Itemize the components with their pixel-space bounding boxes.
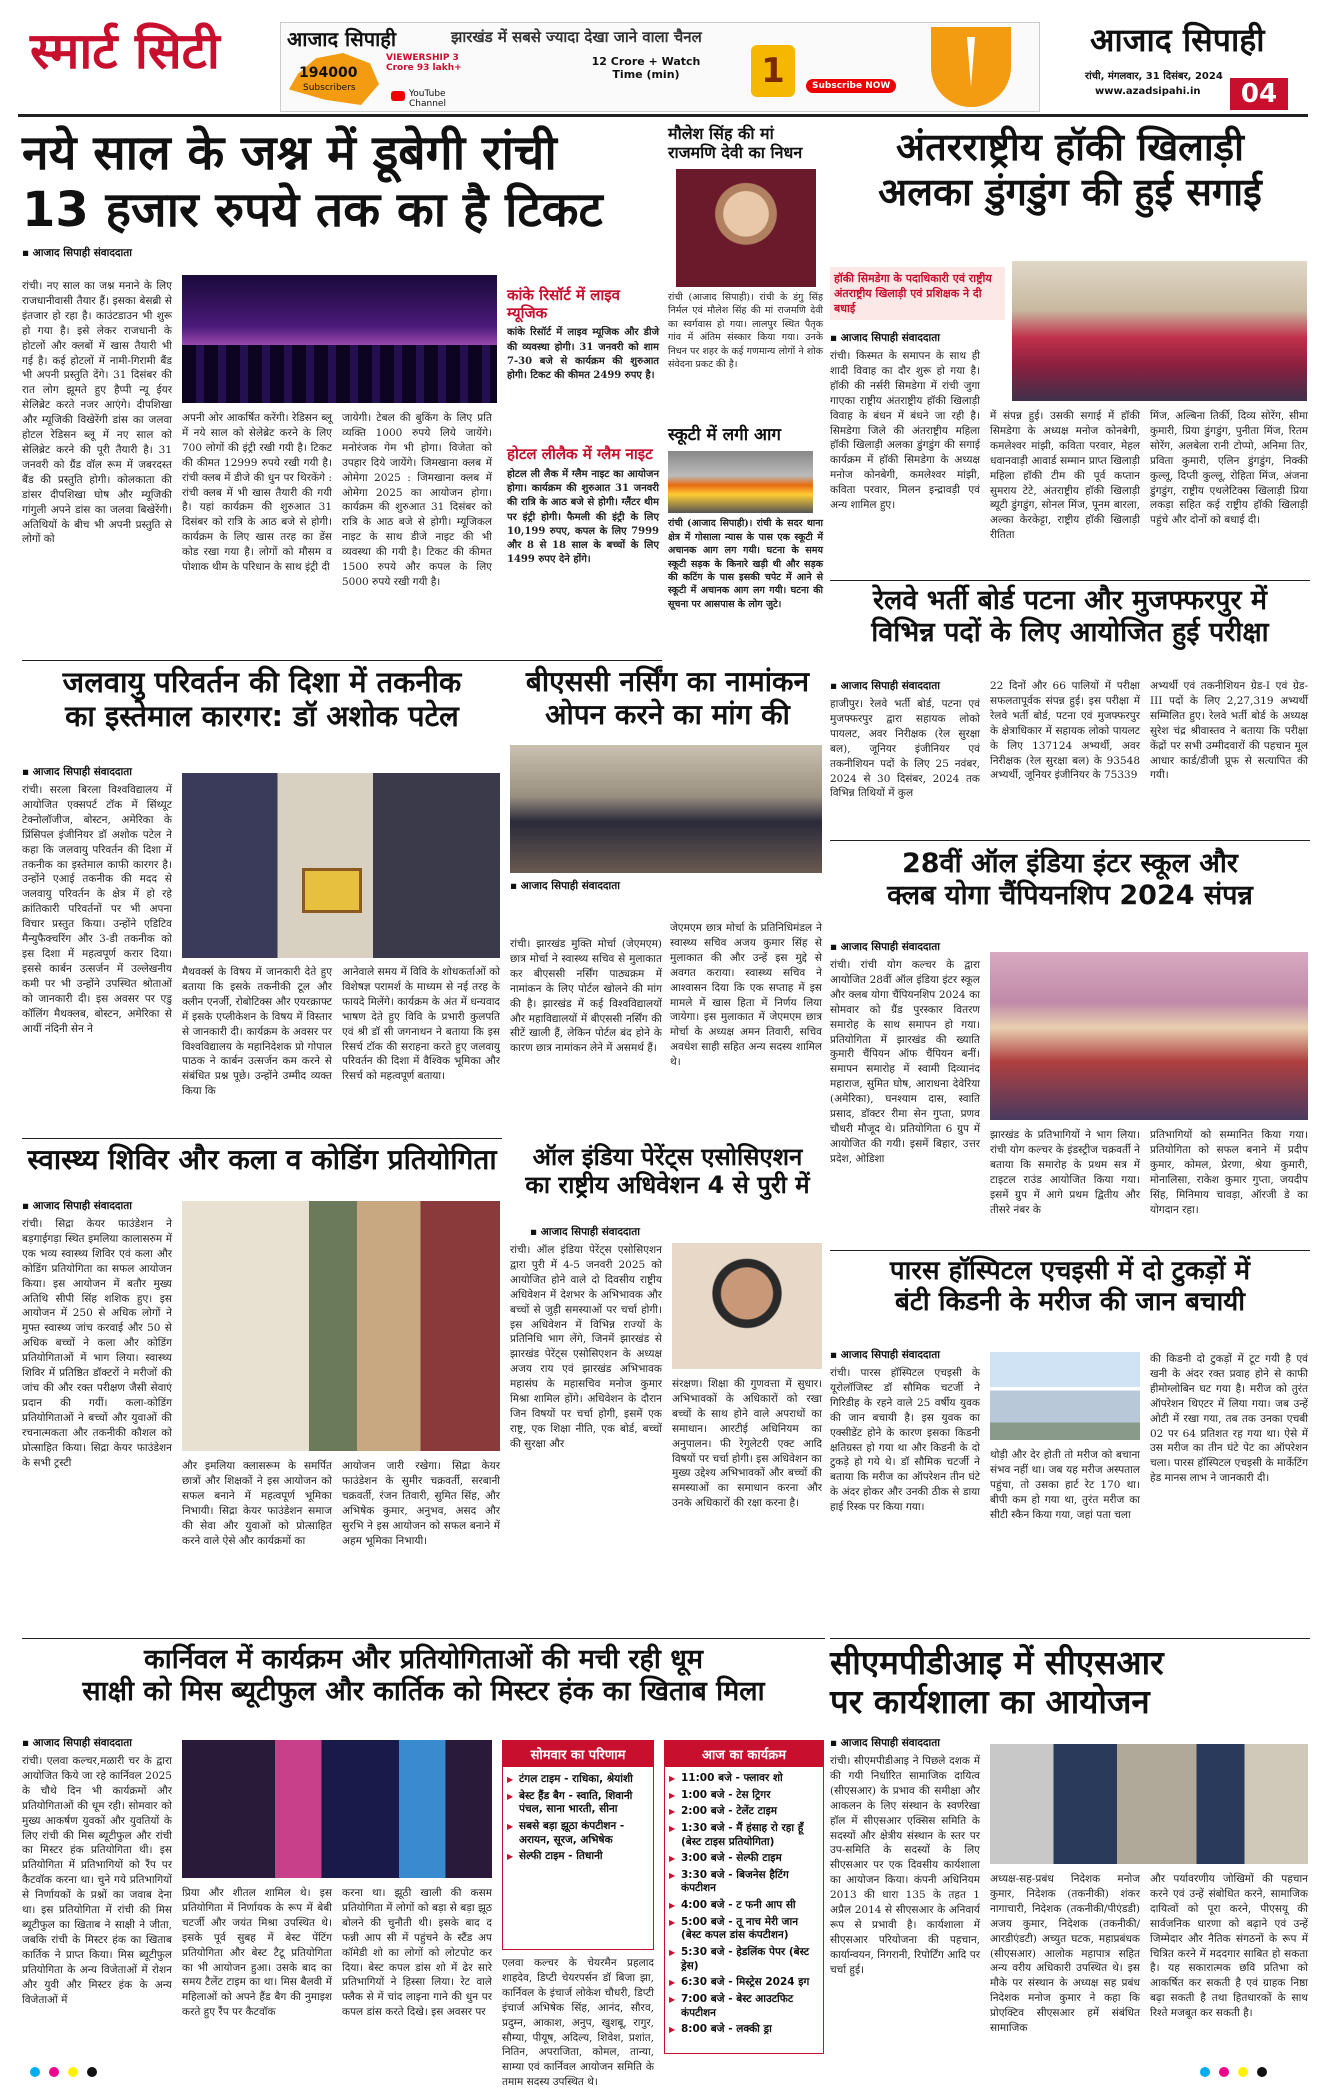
schedule-item: ▶ 2:00 बजे - टेलेंट टाइम: [669, 1805, 819, 1819]
banner-tagline: झारखंड में सबसे ज्यादा देखा जाने वाला चैनल: [451, 28, 702, 46]
headline: जलवायु परिवर्तन की दिशा में तकनीक: [62, 665, 462, 699]
viewership: VIEWERSHIP 3 Crore 93 lakh+: [386, 53, 462, 73]
results-item: ▶ टंगल टाइम - राधिका, श्रेयांशी: [507, 1773, 649, 1787]
headline: अंतरराष्ट्रीय हॉकी खिलाड़ी: [896, 125, 1244, 169]
headline-2: क्लब योगा चैंपियनशिप 2024 संपन्न: [887, 879, 1253, 911]
byline: ▪ आजाद सिपाही संवाददाता: [830, 331, 940, 345]
rank-number: 1: [761, 51, 785, 91]
headline: मौलेश सिंह की मां राजमणि देवी का निधन: [668, 124, 803, 162]
article-col-1: हाजीपुर। रेलवे भर्ती बोर्ड, पटना एवं मुजफ्फरपुर द्वारा सहायक लोको पायलट, अवर निरीक्षक (रेल सुरक्षा बल), जूनियर इंजीनियर एवं तकनीशियन पदों के लिए 25 नवंबर, 2024 से 30 दिसंबर, 2024 तक विभिन्न तिथियों में कुल: [830, 698, 980, 800]
article-health: [22, 1143, 502, 1633]
article-nursing: [510, 665, 825, 1135]
lilac-heading: होटल लीलैक में ग्लैम नाइट: [507, 445, 653, 464]
color-registration-marks: [1200, 2062, 1320, 2074]
masthead: [0, 0, 1325, 118]
portrait-photo: [676, 169, 816, 287]
headline-2: 13 हजार रुपये तक का है टिकट: [22, 181, 603, 238]
results-title: सोमवार का परिणाम: [503, 1741, 653, 1767]
headline: रेलवे भर्ती बोर्ड पटना और मुजफ्फरपुर में: [872, 585, 1268, 616]
headline-2: साक्षी को मिस ब्यूटीफुल और कार्तिक को मिस्टर हंक का खिताब मिला: [82, 1675, 765, 1707]
headline: नये साल के जश्न में डूबेगी रांची: [22, 125, 557, 181]
schedule-item: ▶ 1:30 बजे - मैं हंसाह रो रहा हूँ (बेस्ट टाइस प्रतियोगिता): [669, 1822, 819, 1849]
divider: [22, 1638, 825, 1639]
article-text: रांची (आजाद सिपाही)। रांची के सदर थाना क्षेत्र में गोसाला न्यास के पास एक स्कूटी में अचानक आग लग गयी। घटना के समय स्कूटी सड़क के किनारे खड़ी थी और सड़क की कटिंग के पास इसकी चपेट में आने से स्कूटी में अचानक आग लग गयी। घटना की सूचना पर आसपास के लोग जुटे।: [668, 518, 823, 610]
delegation-photo: [510, 745, 822, 873]
headline-2: का इस्तेमाल कारगर: डॉ अशोक पटेल: [65, 699, 459, 734]
byline: ▪ आजाद सिपाही संवाददाता: [22, 765, 132, 779]
headline-2: विभिन्न पदों के लिए आयोजित हुई परीक्षा: [871, 616, 1269, 648]
hospital-photo: [990, 1352, 1140, 1440]
divider: [22, 660, 662, 661]
schedule-box: [664, 1740, 824, 2054]
article-railway: [830, 585, 1310, 835]
article-text: रांची (आजाद सिपाही)। रांची के डंगु सिंह निर्मल एवं मौलेश सिंह की मां राजमणि देवी का स्वर्गवास हो गया। लालपुर स्थित पैतृक गांव में अंतिम संस्कार किया गया। उनके निधन पर शहर के कई गणमान्य लोगों ने शोक संवेदना प्रकट की है।: [668, 291, 823, 371]
headline: स्वास्थ्य शिविर और कला व कोडिंग प्रतियोगिता: [27, 1143, 497, 1176]
article-col-1: रांची। रांची योग कल्चर के द्वारा आयोजित 28वीं ऑल इंडिया इंटर स्कूल और क्लब योगा चैंपियनशिप 2024 का सोमवार को ग्रैंड पुरस्कार वितरण समारोह के साथ समापन हो गया। प्रतियोगिता में झारखंड की ख्याति कुमारी चैंपियन ऑफ चैंपियन बनीं। समापन समारोह में स्वामी दिव्यानंद महाराज, सुमित घोष, आराधना देवेरिया (अमेरिका), घनश्याम दास, स्वाति प्रसाद, डॉक्टर रीमा सेन गुप्ता, प्रणव चौधरी मौजूद थे। प्रतियोगिता 6 ग्रुप में आयोजित की गयी। इसमें बिहार, उत्तर प्रदेश, ओडिशा: [830, 959, 980, 1165]
fire-photo: [668, 451, 813, 513]
section-title: स्मार्ट सिटी: [30, 22, 220, 80]
article-hockey: [830, 125, 1310, 580]
schedule-item: ▶ 6:30 बजे - मिस्ट्रेस 2024 इग: [669, 1976, 819, 1990]
headline: स्कूटी में लगी आग: [668, 425, 782, 445]
article-col-2: संरक्षण। शिक्षा की गुणवत्ता में सुधार। अभिभावकों के अधिकारों को रखा बच्चों के साथ होने वाले अपराधों का समाधान। आरटीई अधिनियम का अनुपालन। फी रेगुलेटरी एक्ट आदि विषयों पर चर्चा होगी। इस अधिवेशन का मुख्य उद्देश्य अभिभावकों और बच्चों की समस्याओं का समाधान करना और उनके अधिकारों की रक्षा करना है।: [672, 1378, 822, 1510]
headline: ऑल इंडिया पेरेंट्स एसोसिएशन: [532, 1143, 803, 1171]
article-climate: [22, 665, 502, 1135]
pen-logo-icon: [931, 27, 1011, 107]
schedule-list: [665, 1767, 823, 2045]
subscriber-count: 194000: [299, 65, 358, 81]
pageant-photo: [182, 1740, 492, 1878]
headline: सीएमपीडीआइ में सीएसआर: [830, 1643, 1164, 1682]
article-col-2: थोड़ी और देर होती तो मरीज को बचाना संभव नहीं था। जब यह मरीज अस्पताल पहुंचा, तो उसका हार्ट रेट 170 था। बीपी कम हो गया था, तुरंत मरीज का सीटी स्कैन किया गया, जहां पता चला: [990, 1449, 1140, 1521]
schedule-title: आज का कार्यक्रम: [665, 1741, 823, 1767]
paper-name: आजाद सिपाही: [1090, 21, 1265, 59]
results-box: [502, 1740, 654, 1950]
article-col-1: रांची। सरला बिरला विश्वविद्यालय में आयोजित एक्सपर्ट टॉक में सिंथ्यूट टेक्नोलॉजीज, बोस्टन, अमेरिका के प्रिंसिपल इंजीनियर डॉ अशोक पटेल ने कहा कि जलवायु परिवर्तन की दिशा में तकनीक का इस्तेमाल काफी कारगर है। उन्होंने एआई तकनीक की मदद से जलवायु परिवर्तन के क्षेत्र में हो रहे क्रांतिकारी परिवर्तनों पर भी अपना विचार प्रस्तुत किया। उन्होंने एडिटिव मैन्युफैक्चरिंग और 3-डी तकनीक को इस दिशा में महत्वपूर्ण करार दिया। इससे कार्बन उत्सर्जन में उल्लेखनीय कमी पर भी उन्होंने उपस्थित श्रोताओं को जानकारी दी। इस अवसर पर एडु कॉलिंग मैथक्लब, बोस्टन, अमेरिका से आयीं नंदिनी सेन ने: [22, 784, 172, 1035]
article-col-2: प्रिया और शीतल शामिल थे। इस प्रतियोगिता में निर्णायक के रूप में बेबी चटर्जी और जयंत मिश्रा उपस्थित थे। इसके पूर्व सुबह में बेस्ट पेंटिंग प्रतियोगिता और बेस्ट टैटू प्रतियोगिता का भी आयोजन हुआ। उसके बाद का समय टैलेंट टाइम का था। मिस बैलवी में महिलाओं को अपने हैंड बैग की नुमाइश करते हुए रैंप पर कैटवॉक: [182, 1887, 332, 2019]
article-col-2: जेएमएम छात्र मोर्चा के प्रतिनिधिमंडल ने स्वास्थ्य सचिव अजय कुमार सिंह से मुलाकात की और उन्हें इस मुद्दे से अवगत कराया। स्वास्थ्य सचिव ने आश्वासन दिया कि एक सप्ताह में इस मामले में खास हिता में निर्णय लिया जायेगा। इस मुलाकात में जेएमएम छात्र मोर्चा के अध्यक्ष अमन तिवारी, सचिव अवधेश साही सहित अन्य सदस्य शामिल थे।: [670, 922, 822, 1069]
article-col-2: झारखंड के प्रतिभागियों ने भाग लिया। रांची योग कल्चर के इंडस्ट्रीज चक्रवर्ती ने बताया कि समारोह के प्रथम सत्र में टाइटल राउंड आयोजित किया गया। इसमें ग्रुप में आगे प्रथम द्वितीय और तीसरे नंबर के: [990, 1129, 1140, 1216]
kanke-heading: कांके रिसॉर्ट में लाइव म्यूजिक: [507, 286, 620, 322]
article-cmpdi: [830, 1644, 1310, 2054]
headline: 28वीं ऑल इंडिया इंटर स्कूल और: [902, 848, 1238, 879]
headline-2: ओपन करने का मांग की: [545, 698, 790, 732]
results-list: [503, 1767, 653, 1873]
article-col-2: और इमलिया क्लासरूम के समर्पित छात्रों और शिक्षकों ने इस आयोजन को सफल बनाने में महत्वपूर्ण भूमिका निभायी। सिद्रा केयर फाउंडेशन समाज की सेवा और युवाओं को प्रोत्साहित करने वाले ऐसे और कार्यक्रमों का: [182, 1460, 332, 1547]
schedule-item: ▶ 4:00 बजे - ट फनी आप सी: [669, 1899, 819, 1913]
article-new-year: [22, 125, 662, 665]
article-col-2: 22 दिनों और 66 पालियों में परीक्षा सफलतापूर्वक संपन्न हुई। इस परीक्षा में रेलवे भर्ती बोर्ड, पटना एवं मुजफ्फरपुर के क्षेत्राधिकार में सहायक लोको पायलट के लिए 137124 अभ्यर्थी, अवर निरीक्षक (रेल सुरक्षा बल) के 93548 अभ्यर्थी, जूनियर इंजीनियर के 75339: [990, 680, 1140, 782]
masthead-rule: [18, 114, 1308, 117]
byline: ▪ आजाद सिपाही संवाददाता: [510, 879, 825, 893]
results-item: ▶ सबसे बड़ा झूठा कंपटीशन - अरायन, सूरज, अभिषेक: [507, 1820, 649, 1847]
article-carnival: [22, 1644, 825, 2089]
article-col-3: मिंज, अल्बिना तिर्की, दिव्य सोरेंग, सीमा कुमारी, प्रिया डुंगडुंग, पुनीता मिंज, रितम सोरेंग, अलबेला रानी टोप्पो, अनिमा तिर, प्रविता कुमारी, एलिन डुंगडुंग, निक्की कुल्लू, दिप्ती कुल्लू, रोहिता मिंज, अंजना डुंगडुंग, राष्ट्रीय एथलेटिक्स खिलाड़ी प्रिया लकड़ा सहित कई राष्ट्रीय हॉकी खिलाड़ी पहुंचे और दोनों को बधाई दी।: [1150, 410, 1308, 527]
article-col-1: रांची। एलवा कल्चर,मळारी चर के द्वारा आयोजित किये जा रहे कार्निवल 2025 के चौथे दिन भी कार्यक्रमों और प्रतियोगिताओं की धूम रही। सोमवार को मुख्य आकर्षण युवकों और युवतियों के लिए रांची की मिस ब्यूटीफुल और रांची का मिस्टर हंक प्रतियोगिता थी। इस प्रतियोगिता में प्रतिभागियों को रैंप पर कैटवॉक करना था। चुने गये प्रतिभागियों से निर्णायकों के प्रश्नों का जवाब देना था। इस प्रतियोगिता में रांची की मिस ब्यूटीफुल का खिताब ने साक्षी ने जीता, जबकि रांची के मिस्टर हंक का खिताब कार्तिक ने प्राप्त किया। मिस ब्यूटीफुल प्रतियोगिता के अन्य विजेताओं में रोशन और युवी और मिस्टर हंक के अन्य विजेताओं में: [22, 1755, 172, 2006]
youtube-icon: [391, 91, 405, 101]
article-col-4: एलवा कल्चर के चेयरमैन प्रहलाद शाहदेव, डिप्टी चेयरपर्सन डॉ बिजा झा, कार्निवल के इंचार्ज लोकेश चौधरी, डिप्टी इंचार्ज अभिषेक सिंह, आनंद, सौरव, प्रदुम्न, आकाश, अनुप, खुशबू, रागुर, सौम्या, पीयूष, अदिल्य, शिवेश, प्रशांत, नितिन, अपराजिता, कोमल, तान्या, साम्या एवं कार्निवल आयोजन समिति के तमाम सदस्य उपस्थित थे।: [502, 1957, 654, 2089]
divider: [830, 1250, 1310, 1251]
rank-badge: [751, 45, 795, 97]
watch-time: 12 Crore + Watch Time (min): [591, 55, 701, 81]
article-scooty: [668, 425, 823, 665]
byline: ▪ आजाद सिपाही संवाददाता: [22, 246, 662, 260]
article-col-1: रांची। किस्मत के समापन के साथ ही शादी विवाह का दौर शुरू हो गया है। हॉकी की नर्सरी सिमडेगा में रांची जुगा गाएका राष्ट्रीय अंतराष्ट्रीय हॉकी खिलाड़ी विवाह के बंधन में बंधने जा रही है। सिमडेगा जिले की अंतराष्ट्रीय महिला हॉकी खिलाड़ी अलका डुंगडुंग की सगाई कार्यक्रम में हॉकी सिमडेगा के अध्यक्ष मनोज कोनबेगी, कमलेश्वर मांझी, कविता परवार, मिलन इन्द्रावड़ी एवं अन्य शामिल हुए।: [830, 350, 980, 512]
schedule-item: ▶ 1:00 बजे - टेस ट्रिगर: [669, 1789, 819, 1803]
banner-youtube: YouTube Channel: [409, 89, 446, 109]
byline: ▪ आजाद सिपाही संवाददाता: [22, 1736, 132, 1750]
divider: [830, 840, 1310, 841]
article-col-1: रांची। नए साल का जश्न मनाने के लिए राजधानीवासी तैयार हैं। इसका बेसब्री से इंतजार हो रहा है। काउंटडाउन भी शुरू हो गया है। इसे लेकर राजधानी के होटलों और क्लबों में खास तैयारी भी गई है। कई होटलों में नामी-गिरामी बैंड भी अपनी प्रस्तुति देंगे। 31 दिसंबर की रात लोग झूमते हुए हैप्पी न्यू ईयर सेलिब्रेट करते नजर आएंगे। दीपशिखा और म्यूजिकी विखेरेंगी डांस का जलवा होटल रेडिसन ब्लू में नए साल को सेलिब्रेट करने की पूरी तैयारी है। 31 जनवरी को ग्रैंड वॉल रूम में जबरदस्त बैंड की प्रस्तुति होगी। कोलकाता की डांसर दीपशिखा घोष और म्यूजिकी गांगुली अपने डांस का जलवा बिखेरेंगी। अतिथियों के बीच भी अपनी प्रस्तुति से लोगों को: [22, 280, 172, 546]
page-number: 04: [1230, 78, 1288, 110]
headline-2: अलका डुंगडुंग की हुई सगाई: [878, 169, 1262, 214]
article-col-2: अध्यक्ष-सह-प्रबंध निदेशक मनोज कुमार, निदेशक (तकनीकी) शंकर नागाचारी, निदेशक (तकनीकी/पीएंडडी) अजय कुमार, निदेशक (तकनीकी/आरडीएंडटी) अच्युत घटक, महाप्रबंधक (सीएसआर) आलोक महापात्र सहित अन्य वरीय अधिकारी उपस्थित थे। इस मौके पर संस्थान के अध्यक्ष सह प्रबंध निदेशक मनोज कुमार ने कहा कि प्रोएक्टिव सीएसआर हमें संबंधित सामाजिक: [990, 1873, 1140, 2035]
byline: ▪ आजाद सिपाही संवाददाता: [830, 1736, 940, 1750]
article-col-2: मैथवर्क्स के विषय में जानकारी देते हुए बताया कि इसके तकनीकी टूल और क्लीन एनर्जी, रोबोटिक्स और एयरक्राफ्ट में इसके एप्लीकेशन के विषय में विस्तार से जानकारी दी। कार्यक्रम के अवसर पर विश्वविद्यालय के महानिदेशक प्रो गोपाल पाठक ने कार्बन उत्सर्जन कम करने से संबंधित प्रश्न पूछे। उन्होंने उम्मीद व्यक्त किया कि: [182, 966, 332, 1098]
schedule-item: ▶ 8:00 बजे - लक्की ड्रा: [669, 2023, 819, 2037]
kanke-text: कांके रिसॉर्ट में लाइव म्यूजिक और डीजे की व्यवस्था होगी। 31 जनवरी को शाम 7-30 बजे से कार्यक्रम की शुरुआत होगी। टिकट की कीमत 2499 रुपए है।: [507, 327, 659, 381]
byline: ▪ आजाद सिपाही संवाददाता: [830, 1348, 940, 1362]
article-yoga: [830, 848, 1310, 1248]
schedule-item: ▶ 5:30 बजे - हेडलिंक पेपर (बेस्ट ड्रेस): [669, 1946, 819, 1973]
article-col-3: और पर्यावरणीय जोखिमों की पहचान करने एवं उन्हें संबोधित करने, सामाजिक दायित्वों को पूरा करने, पीएसयू की सार्वजनिक धारणा को बढ़ाने एवं उन्हें जिम्मेदार और नैतिक संगठनों के रूप में चित्रित करने में मददगार साबित हो सकता है। यह सकारात्मक छवि प्रतिभा को आकर्षित कर सकती है एवं ग्राहक निष्ठा बढ़ा सकती है तथा हितधारकों के साथ रिश्ते मजबूत कर सकती है।: [1150, 1873, 1308, 2020]
divider: [830, 580, 1310, 581]
article-col-3: आयोजन जारी रखेगा। सिद्रा केयर फाउंडेशन के सुमीर चक्रवर्ती, सरबानी चक्रवर्ती, रंजन तिवारी, सुमित सिंह, और अभिषेक कुमार, अनुभव, असद और सुरभि ने इस आयोजन को सफल बनाने में अहम भूमिका निभायी।: [342, 1460, 500, 1547]
color-registration-marks: [30, 2062, 150, 2074]
article-col-1: रांची। ऑल इंडिया पेरेंट्स एसोसिएशन द्वारा पुरी में 4-5 जनवरी 2025 को आयोजित होने वाले दो दिवसीय राष्ट्रीय अधिवेशन में देशभर के अभिभावक और बच्चों से जुड़ी समस्याओं पर चर्चा होगी। इस अधिवेशन में विभिन्न राज्यों के प्रतिनिधि भाग लेंगे, जिनमें झारखंड से झारखंड पेरेंट्स एसोसिएशन के अध्यक्ष अजय राय एवं झारखंड अभिभावक महासंघ के महासचिव मनोज कुमार मिश्रा शामिल होंगे। अधिवेशन के दौरान जिन विषयों पर चर्चा होगी, इसमें एक राष्ट्र, एक शिक्षा नीति, एक बोर्ड, बच्चों की सुरक्षा और: [510, 1244, 662, 1450]
article-col-3: करना था। झूठी खाली की कसम प्रतियोगिता में लोगों को बड़ा से बड़ा झूठ बोलने की चुनौती थी। इसके बाद द फन्नी आप सी में पहुंचने के स्टैंड अप कॉमेडी शो का लोगों को लोटपोट कर दिया। बेस्ट कपल डांस शो में ढेर सारे प्रतिभागियों ने हिस्सा लिया। रेट वाले फ्लैक से में चांद लाइना गाने की धुन पर कपल डांस करते दिखे। इस अवसर पर: [342, 1887, 492, 2019]
byline: ▪ आजाद सिपाही संवाददाता: [22, 1199, 132, 1213]
award-photo: [182, 773, 500, 958]
dateline: रांची, मंगलवार, 31 दिसंबर, 2024: [1085, 71, 1223, 82]
speaker-photo: [672, 1243, 822, 1369]
headline: पारस हॉस्पिटल एचइसी में दो टुकड़ों में: [889, 1256, 1251, 1286]
schedule-item: ▶ 11:00 बजे - फ्लावर शो: [669, 1772, 819, 1786]
results-item: ▶ सेल्फी टाइम - तिधानी: [507, 1850, 649, 1864]
website: www.azadsipahi.in: [1095, 86, 1201, 97]
headline: कार्निवल में कार्यक्रम और प्रतियोगिताओं की मची रही धूम: [143, 1644, 703, 1675]
schedule-item: ▶ 7:00 बजे - बेस्ट आउटफिट कंपटीशन: [669, 1993, 819, 2020]
subscriber-label: Subscribers: [303, 83, 356, 93]
headline-2: पर कार्यशाला का आयोजन: [830, 1681, 1150, 1721]
article-col-2: अपनी ओर आकर्षित करेंगी। रेडिसन ब्लू में नये साल को सेलेब्रेट करने के लिए 700 लोगों की इंट्री रखी गयी है। टिकट की कीमत 12999 रुपये रखी गयी है। रांची क्लब में डीजे की धुन पर थिरकेंगे : रांची क्लब में भी खास तैयारी की गयी है। यहां कार्यक्रम की शुरुआत 31 दिसंबर को रात्रि के आठ बजे से होगी। कार्यक्रम के लिए खास तरह का डेंस कोड रखा गया है। लोगों को मौसम व पोशाक थीम के परिधान के साथ इंट्री दी: [182, 412, 332, 574]
article-col-3: जायेगी। टेबल की बुकिंग के लिए प्रति व्यक्ति 1000 रुपये लिये जायेंगे। मनोरंजक गेम भी होगा। विजेता को उपहार दिये जायेंगे। जिमखाना क्लब में ओमेगा 2025 : जिमखाना क्लब में ओमेगा 2025 का आयोजन होगा। कार्यक्रम की शुरुआत 31 दिसंबर को रात्रि के आठ बजे से होगी। म्यूजिकल नाइट के साथ डीजे नाइट की भी व्यवस्था की गयी है। टिकट की कीमत 1500 रुपये और कपल के लिए 5000 रुपये रखी गयी है।: [342, 412, 492, 588]
byline: ▪ आजाद सिपाही संवाददाता: [830, 679, 940, 693]
workshop-photo: [990, 1744, 1308, 1864]
article-col-3: की किडनी दो टुकड़ों में टूट गयी है एवं खनी के अंदर रक्त प्रवाह होने से काफी हीमोग्लोबिन घट गया है। मरीज को तुरंत ऑपरेशन थिएटर में लिया गया। जब उन्हें ओटी में रखा गया, तब तक उनका एचबी 02 पर 64 प्रतिशत रह गया था। ऐसे में उस मरीज का तीन घंटे पेट का ऑपरेशन चला। पारस हॉस्पिटल एचइसी के मार्केटिंग हेड मानस लाभ ने जानकारी दी।: [1150, 1353, 1308, 1485]
subscribe-button[interactable]: Subscribe NOW: [806, 79, 896, 93]
article-col-1: रांची। झारखंड मुक्ति मोर्चा (जेएमएम) छात्र मोर्चा ने स्वास्थ्य सचिव से मुलाकात कर बीएससी नर्सिंग पाठ्यक्रम में नामांकन के लिए पोर्टल खोलने की मांग की है। झारखंड में कई विश्वविद्यालयों और महाविद्यालयों में बीएससी नर्सिंग की सीटें खाली हैं, लेकिन पोर्टल बंद होने के कारण छात्र नामांकन लेने में असमर्थ हैं।: [510, 938, 662, 1055]
headline: बीएससी नर्सिंग का नामांकन: [525, 665, 810, 698]
article-col-3: प्रतिभागियों को सम्मानित किया गया। प्रतियोगिता को सफल बनाने में प्रदीप कुमार, कोमल, प्रेरणा, श्रेया कुमारी, मोनालिसा, राकेश कुमार गुप्ता, जयदीप सिंह, मिनिमाय चावड़ा, ऑरजी डे का योगदान रहा।: [1150, 1129, 1308, 1216]
schedule-item: ▶ 3:00 बजे - सेल्फी टाइम: [669, 1852, 819, 1866]
lilac-text: होटल ली लैक में ग्लैम नाइट का आयोजन होगा। कार्यक्रम की शुरुआत 31 जनवरी की रात्रि के आठ बजे से होगी। ग्लैंटर थीम पर इंट्री होगी। फैमली की इंट्री के लिए 10,199 रुपए, कपल के लिए 7999 और 8 से 18 साल के बच्चों के लिए 1499 रुपए देने होंगे।: [507, 469, 659, 566]
engagement-photo: [1012, 261, 1307, 401]
divider: [22, 1138, 502, 1139]
article-col-1: रांची। सीएमपीडीआइ ने पिछले दशक में की गयी निर्धारित सामाजिक दायित्व (सीएसआर) के प्रभाव की समीक्षा और आकलन के लिए संस्थान के स्वर्णरेखा हॉल में सीएसआर एक्सिस समिति के सदस्यों और क्षेत्रीय संस्थान के स्तर पर उप-समिति के सदस्यों के लिए सीएसआर पर एक दिवसीय कार्यशाला का आयोजन किया। कंपनी अधिनियम 2013 की धारा 135 के तहत 1 अप्रैल 2014 से सीएसआर के अनिवार्य रूप से प्रभावी है। कार्यशाला में सीएसआर परियोजना की पहचान, कार्यान्वयन, निगरानी, रिपोर्टिंग आदि पर चर्चा हुई।: [830, 1755, 980, 1976]
article-col-1: रांची। सिद्रा केयर फाउंडेशन ने बड़गाईगड़ा स्थित इमलिया कालासरुम में एक भव्य स्वास्थ्य शिविर एवं कला और कोडिंग प्रतियोगिता का सफल आयोजन किया। इस आयोजन में बतौर मुख्य अतिथि सीपी सिंह शशिक हुए। इस आयोजन में 250 से अधिक लोगों ने मुफ्त स्वास्थ्य जांच करवाई और 50 से अधिक बच्चों ने कला और कोडिंग प्रतियोगिताओं में भाग लिया। स्वास्थ्य शिविर में प्रतिष्ठित डॉक्टरों ने मरीजों की जांच की और रक्त परीक्षण जैसी सेवाएं प्रदान की गयीं। कला-कोडिंग प्रतियोगिताओं ने बच्चों और युवाओं की रचनात्मकता और तकनीकी कौशल को प्रोत्साहित किया। सिद्रा केयर फाउंडेशन के सभी ट्रस्टी: [22, 1218, 172, 1469]
health-camp-photo: [182, 1201, 500, 1451]
byline: ▪ आजाद सिपाही संवाददाता: [530, 1225, 640, 1239]
headline-2: बंटी किडनी के मरीज की जान बचायी: [894, 1286, 1245, 1317]
article-obituary: [668, 125, 823, 385]
divider: [830, 1638, 1310, 1639]
channel-banner: [280, 22, 1040, 112]
banner-brand: आजाद सिपाही: [287, 27, 397, 51]
headline-2: का राष्ट्रीय अधिवेशन 4 से पुरी में: [525, 1171, 810, 1200]
article-col-1: रांची। पारस हॉस्पिटल एचइसी के यूरोलॉजिस्ट डॉ सौमिक चटर्जी ने गिरिडीह के रहने वाले 25 वर्षीय युवक की जान बचायी है। इस युवक का एक्सीडेंट होने के कारण इसका किडनी क्षतिग्रस्त हो गया था और किडनी के दो टुकड़े हो गये थे। डॉ सौमिक चटर्जी ने बताया कि मरीज का ऑपरेशन तीन घंटे के अंदर होकर और उनकी ठीक से डाया हाई रिस्क पर किया गया।: [830, 1367, 980, 1514]
yoga-group-photo: [990, 952, 1308, 1120]
schedule-item: ▶ 5:00 बजे - तू नाच मेरी जान (बेस्ट कपल डांस कंपटीशन): [669, 1916, 819, 1943]
kanke-sidebar: [507, 287, 659, 667]
article-paras: [830, 1256, 1310, 1631]
results-item: ▶ बेस्ट हैंड बैग - स्वाति, शिवानी पंचल, साना भारती, सीना: [507, 1790, 649, 1817]
byline: ▪ आजाद सिपाही संवाददाता: [830, 940, 940, 954]
article-col-3: आनेवाले समय में विवि के शोधकर्ताओं को विशेषज्ञ परामर्श के माध्यम से नई तरह के फायदे मिलेंगे। कार्यक्रम के अंत में धन्यवाद भाषण देते हुए विवि के प्रभारी कुलपति एवं श्री डॉ सी जगनाथन ने बताया कि इस रिसर्च टॉक की सराहना करते हुए जलवायु परिवर्तन की दिशा में वैश्विक भूमिका और रिसर्च को महत्वपूर्ण बताया।: [342, 966, 500, 1083]
article-parents: [510, 1143, 825, 1633]
subhead: हॉकी सिमडेगा के पदाधिकारी एवं राष्ट्रीय अंतराष्ट्रीय खिलाड़ी एवं प्रशिक्षक ने दी बधाई: [830, 267, 1005, 320]
article-col-3: अभ्यर्थी एवं तकनीशियन ग्रेड-I एवं ग्रेड-III पदों के लिए 2,27,319 अभ्यर्थी सम्मिलित हुए। रेलवे भर्ती बोर्ड के अध्यक्ष सुरेश चंद्र श्रीवास्तव ने बताया कि परीक्षा केंद्रों पर सभी उम्मीदवारों की पहचान मूल आधार कार्ड/डीजी प्रूफ से सत्यापित की गयी।: [1150, 680, 1308, 782]
schedule-item: ▶ 3:30 बजे - बिजनेस हैटिंग कंपटीशन: [669, 1869, 819, 1896]
concert-photo: [182, 275, 497, 403]
article-col-2: में संपन्न हुई। उसकी सगाई में हॉकी सिमडेगा के अध्यक्ष मनोज कोनबेगी, कमलेश्वर मांझी, कविता परवार, मेहल धवानवाड़ी आवार्ड सम्मान प्राप्त खिलाड़ी महिला हॉकी टीम की पूर्व कप्तान सुमराय टेटे, अंतराष्ट्रीय हॉकी खिलाड़ी ब्यूटी डुंगडुंग, सोनल मिंज, पूनम बारला, अल्का केरकेट्टा, राष्ट्रीय हॉकी खिलाड़ी रीतिता: [990, 410, 1140, 542]
